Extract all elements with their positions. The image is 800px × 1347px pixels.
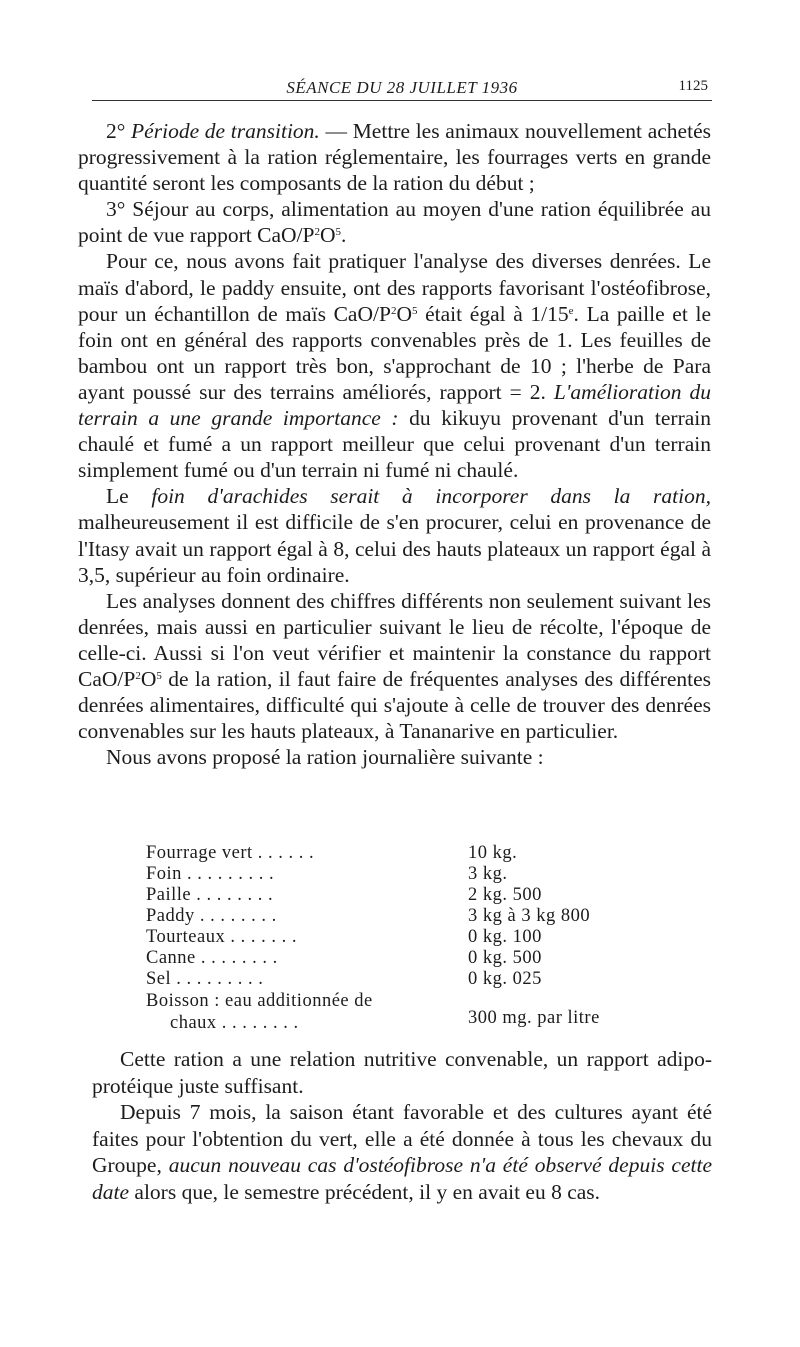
paragraph-ration-intro: Nous avons proposé la ration journalière suivante : (106, 745, 544, 770)
paragraph-arachides: Le foin d'arachides serait à incorporer dans la ration, malheureusement il est difficile de s'en procurer, celui en provenance de l'Itasy avait un rapport égal à 8, celui des hauts plateaux un rapport égal à 3,5, supérieur au foin ordinaire. (78, 484, 712, 587)
page-number: 1125 (678, 78, 708, 94)
ration-quantity: 2 kg. 500 (468, 885, 542, 905)
ration-row (146, 906, 686, 927)
ration-quantity: 0 kg. 025 (468, 969, 542, 989)
ration-quantity: 0 kg. 500 (468, 948, 542, 968)
ration-row (146, 948, 686, 969)
ration-quantity: 3 kg à 3 kg 800 (468, 906, 591, 926)
running-title: SÉANCE DU 28 JUILLET 1936 (286, 78, 518, 97)
ration-item: Sel . . . . . . . . . (146, 969, 264, 989)
page-header (92, 74, 712, 101)
ration-item: Canne . . . . . . . . (146, 948, 278, 968)
ration-item: Paddy . . . . . . . . (146, 906, 277, 926)
ration-item-boisson: Boisson : eau additionnée de chaux . . . . . . . . (146, 991, 373, 1033)
paragraph-sejour: 3° Séjour au corps, alimentation au moyen d'une ration équilibrée au point de vue rapport CaO/$P^2O^5$. (78, 197, 711, 248)
ration-item: Foin . . . . . . . . . (146, 864, 275, 884)
ration-quantity: 3 kg. (468, 864, 508, 884)
paragraph-analyse: Pour ce, nous avons fait pratiquer l'analyse des diverses denrées. Le maïs d'abord, le paddy ensuite, ont des rapports favorisant l'ostéofibrose, pour un échantillon de maïs CaO/$P^2O^5$ était égal à 1/15e. La paille et le foin ont en général des rapports convenables près de 1. Les feuilles de bambou ont un rapport très bon, s'approchant de 10 ; l'herbe de Para ayant poussé sur des terrains améliorés, rapport = 2. L'amélioration du terrain a une grande importance : du kikuyu provenant d'un terrain chaulé et fumé a un rapport meilleur que celui provenant d'un terrain simplement fumé ou d'un terrain ni fumé ni chaulé. (78, 249, 712, 483)
ration-row (146, 885, 686, 906)
ration-row-boisson (146, 990, 686, 1034)
ration-item: Paille . . . . . . . . (146, 885, 274, 905)
paragraph-analyses: Les analyses donnent des chiffres différents non seulement suivant les denrées, mais aussi en particulier suivant le lieu de récolte, l'époque de celle-ci. Aussi si l'on veut vérifier et maintenir la constance du rapport CaO/$P^2O^5$ de la ration, il faut faire de fréquentes analyses des différentes denrées alimentaires, difficulté qui s'ajoute à celle de trouver des denrées convenables sur les hauts plateaux, à Tananarive en particulier. (78, 588, 711, 744)
ration-item: Fourrage vert . . . . . . (146, 843, 315, 863)
paragraph-resultats: Depuis 7 mois, la saison étant favorable et des cultures ayant été faites pour l'obtention du vert, elle a été donnée à tous les chevaux du Groupe, aucun nouveau cas d'ostéofibrose n'a été observé depuis cette date alors que, le semestre précédent, il y en avait eu 8 cas. (92, 1100, 713, 1204)
emphasis-terrain: L'amélioration du terrain a une grande importance : (78, 379, 712, 431)
ration-quantity: 10 kg. (468, 843, 518, 863)
ration-row (146, 864, 686, 885)
ration-row (146, 843, 686, 864)
transition-heading: Période de transition. (131, 119, 320, 143)
emphasis-arachides: foin d'arachides serait à incorporer dans la ration, (151, 484, 712, 509)
closing-text (92, 1046, 712, 1205)
ration-quantity-boisson: 300 mg. par litre (468, 1008, 600, 1028)
ration-item: Tourteaux . . . . . . . (146, 927, 297, 947)
main-text (78, 118, 711, 770)
emphasis-resultat: aucun nouveau cas d'ostéofibrose n'a été observé depuis cette date (92, 1153, 713, 1204)
ration-row (146, 969, 686, 990)
ration-quantity: 0 kg. 100 (468, 927, 542, 947)
paragraph-relation: Cette ration a une relation nutritive convenable, un rapport adipo-protéique juste suffisant. (92, 1047, 712, 1098)
ration-table (146, 843, 686, 1034)
ration-row (146, 927, 686, 948)
paragraph-transition: 2° Période de transition. — Mettre les animaux nouvellement achetés progressivement à la ration réglementaire, les fourrages verts en grande quantité seront les composants de la ration du début ; (78, 119, 711, 196)
